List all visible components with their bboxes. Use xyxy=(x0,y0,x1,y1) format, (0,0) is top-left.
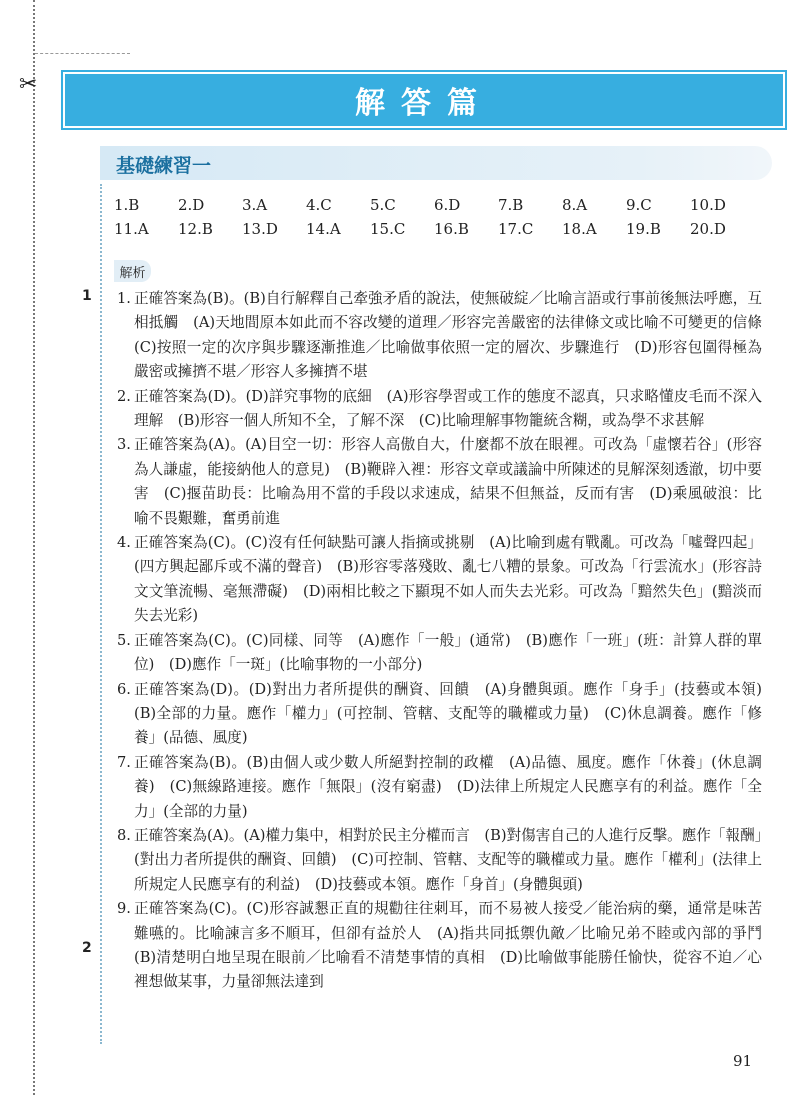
margin-guide xyxy=(100,184,102,1044)
answer-cell: 15.C xyxy=(370,220,406,238)
item-number: 3. xyxy=(117,436,131,454)
item-text: 正確答案為(B)。(B)自行解釋自己牽強矛盾的說法，使無破綻／比喻言語或行事前後無法呼應，互相抵觸 (A)天地間原本如此而不容改變的道理／形容完善嚴密的法律條文或比喻不可變更的信條 (C)按照一定的次序與步驟逐漸推進／比喻做事依照一定的層次、步驟進行 (D)形容包圍得極為嚴密或擁擠不堪／形容人多擁擠不堪 xyxy=(134,290,777,381)
margin-marker: 1 xyxy=(82,288,92,304)
explanation-item xyxy=(117,824,762,897)
answer-cell: 4.C xyxy=(306,196,332,214)
scissors-icon: ✂ xyxy=(19,72,38,97)
item-text: 正確答案為(A)。(A)目空一切：形容人高傲自大，什麼都不放在眼裡。可改為「虛懷若谷」(形容為人謙虛，能接納他人的意見) (B)鞭辟入裡：形容文章或議論中所陳述的見解深刻透澈，切中要害 (C)揠苗助長：比喻為用不當的手段以求速成，結果不但無益，反而有害 (D)乘風破浪：比喻不畏艱難，奮勇前進 xyxy=(134,436,762,527)
cut-line xyxy=(33,0,35,1095)
explanation-item xyxy=(117,385,762,434)
answer-cell: 13.D xyxy=(242,220,278,238)
answer-cell: 8.A xyxy=(562,196,588,214)
explanation-item xyxy=(117,751,762,824)
answer-cell: 14.A xyxy=(306,220,341,238)
fold-line xyxy=(35,53,130,54)
explanation-list xyxy=(117,287,777,995)
item-text: 正確答案為(C)。(C)形容誠懇正直的規勸往往刺耳，而不易被人接受／能治病的藥，通常是味苦難嚥的。比喻諫言多不順耳，但卻有益於人 (A)指共同抵禦仇敵／比喻兄弟不睦或內部的爭鬥 (B)清楚明白地呈現在眼前／比喻看不清楚事情的真相 (D)比喻做事能勝任愉快，從容不迫／心裡想做某事，力量卻無法達到 xyxy=(134,900,777,991)
item-text: 正確答案為(A)。(A)權力集中，相對於民主分權而言 (B)對傷害自己的人進行反擊。應作「報酬」(對出力者所提供的酬資、回饋) (C)可控制、管轄、支配等的職權或力量。應作「權利」(法律上所規定人民應享有的利益) (D)技藝或本領。應作「身首」(身體與頭) xyxy=(134,826,762,893)
answer-cell: 12.B xyxy=(178,220,213,238)
item-number: 7. xyxy=(117,753,131,771)
item-number: 2. xyxy=(117,387,131,405)
answer-cell: 20.D xyxy=(690,220,726,238)
answer-cell: 10.D xyxy=(690,196,726,214)
explanation-item xyxy=(117,531,762,629)
answer-cell: 16.B xyxy=(434,220,469,238)
section-header xyxy=(100,146,772,180)
margin-marker: 2 xyxy=(82,940,92,956)
answer-cell: 7.B xyxy=(498,196,524,214)
explanation-item xyxy=(117,678,777,751)
answer-cell: 2.D xyxy=(178,196,205,214)
answer-cell: 19.B xyxy=(626,220,661,238)
section-title: 基礎練習一 xyxy=(116,155,212,177)
explanation-item xyxy=(117,897,777,995)
item-number: 4. xyxy=(117,534,131,552)
answer-cell: 6.D xyxy=(434,196,461,214)
answer-key xyxy=(114,193,754,241)
answer-cell: 9.C xyxy=(626,196,652,214)
analysis-label: 解析 xyxy=(114,260,151,282)
page-number: 91 xyxy=(733,1052,753,1070)
item-text: 正確答案為(C)。(C)沒有任何缺點可讓人指摘或挑剔 (A)比喻到處有戰亂。可改為「噓聲四起」(四方興起鄙斥或不滿的聲音) (B)形容零落殘敗、亂七八糟的景象。可改為「行雲流水」(形容詩文文筆流暢、毫無滯礙) (D)兩相比較之下顯現不如人而失去光彩。可改為「黯然失色」(黯淡而失去光彩) xyxy=(134,534,762,625)
item-number: 9. xyxy=(117,900,131,918)
item-number: 1. xyxy=(117,290,131,307)
answer-cell: 11.A xyxy=(114,220,149,238)
page-title: 解答篇 xyxy=(355,86,493,121)
item-text: 正確答案為(C)。(C)同樣、同等 (A)應作「一般」(通常) (B)應作「一班」(班：計算人群的單位) (D)應作「一斑」(比喻事物的一小部分) xyxy=(134,631,762,674)
item-text: 正確答案為(D)。(D)對出力者所提供的酬資、回饋 (A)身體與頭。應作「身手」(技藝或本領) (B)全部的力量。應作「權力」(可控制、管轄、支配等的職權或力量) (C)休息調養。應作「修養」(品德、風度) xyxy=(134,680,777,747)
item-number: 5. xyxy=(117,631,131,649)
answer-cell: 18.A xyxy=(562,220,597,238)
answer-cell: 5.C xyxy=(370,196,396,214)
explanation-item xyxy=(117,433,762,531)
answer-cell: 17.C xyxy=(498,220,534,238)
item-text: 正確答案為(B)。(B)由個人或少數人所絕對控制的政權 (A)品德、風度。應作「休養」(休息調養) (C)無線路連接。應作「無限」(沒有窮盡) (D)法律上所規定人民應享有的利益。應作「全力」(全部的力量) xyxy=(134,753,762,820)
answer-row xyxy=(114,193,754,217)
explanation-item xyxy=(117,287,777,385)
item-number: 8. xyxy=(117,826,131,844)
answer-row xyxy=(114,217,754,241)
answer-cell: 3.A xyxy=(242,196,268,214)
item-number: 6. xyxy=(117,680,131,698)
answer-cell: 1.B xyxy=(114,196,140,214)
explanation-item xyxy=(117,629,762,678)
title-banner xyxy=(63,72,785,128)
item-text: 正確答案為(D)。(D)詳究事物的底細 (A)形容學習或工作的態度不認真，只求略懂皮毛而不深入理解 (B)形容一個人所知不全，了解不深 (C)比喻理解事物籠統含糊，或為學不求甚解 xyxy=(134,387,762,430)
